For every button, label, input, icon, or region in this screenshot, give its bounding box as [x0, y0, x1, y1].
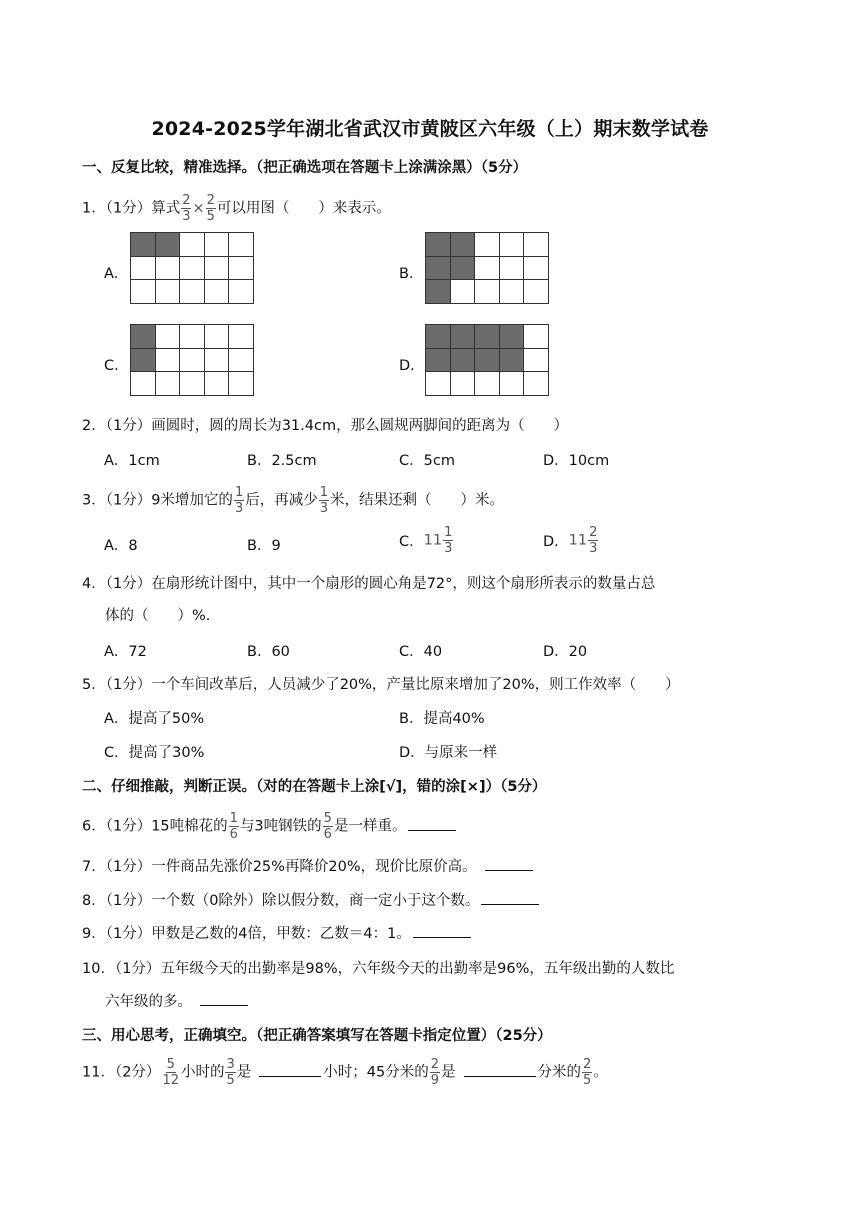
q3-option-c: C．11 $\frac{1}{3}$: [399, 525, 453, 556]
fraction: $\frac{5}{6}$: [323, 811, 332, 842]
fraction: $\frac{2}{3}$: [182, 193, 191, 224]
fraction: $\frac{2}{9}$: [430, 1057, 439, 1088]
option-c-label: C．: [104, 358, 129, 374]
grid-option-b: [425, 232, 549, 304]
q3-prefix: 3．（1分）9米增加它的: [82, 492, 233, 509]
q6-prefix: 6．（1分）15吨棉花的: [82, 818, 228, 835]
section-2-heading: 二、仔细推敲，判断正误。（对的在答题卡上涂[√]，错的涂[×]）（5分）: [82, 779, 547, 795]
question-1: [82, 194, 391, 223]
q4-option-d: D．20: [543, 644, 588, 660]
answer-blank[interactable]: [413, 923, 471, 938]
answer-blank[interactable]: [408, 816, 456, 831]
question-3: [82, 486, 504, 515]
q3-option-b: B．9: [247, 538, 281, 554]
q3-suffix: 米，结果还剩（ ）米。: [330, 492, 504, 509]
answer-blank[interactable]: [464, 1062, 536, 1077]
fraction: $\frac{2}{5}$: [206, 193, 215, 224]
q3-option-d: D．11 $\frac{2}{3}$: [543, 525, 598, 556]
answer-blank[interactable]: [259, 1062, 321, 1077]
option-a-label: A．: [104, 266, 129, 282]
times-sign: ×: [192, 200, 205, 217]
q2-option-a: A．1cm: [104, 453, 160, 469]
q6-suffix: 是一样重。: [333, 818, 407, 835]
question-11: 11．（2分） $\frac{5}{12}$ 小时的 $\frac{3}{5}$ 是 小时；45分米的 $\frac{2}{9}$ 是 分米的 $\frac{2}{5}$ 。: [82, 1057, 608, 1088]
question-10-line-1: 10．（1分）五年级今天的出勤率是98%，六年级今天的出勤率是96%，五年级出勤的人数比: [82, 961, 675, 977]
answer-blank[interactable]: [200, 991, 248, 1006]
q2-option-d: D．10cm: [543, 453, 610, 469]
section-1-heading: 一、反复比较，精准选择。（把正确选项在答题卡上涂满涂黑）（5分）: [82, 160, 528, 176]
section-3-heading: 三、用心思考，正确填空。（把正确答案填写在答题卡指定位置）（25分）: [82, 1028, 552, 1044]
fraction: $\frac{1}{6}$: [229, 811, 238, 842]
answer-blank[interactable]: [485, 856, 533, 871]
q1-suffix: 可以用图（ ）来表示。: [216, 200, 391, 217]
q1-prefix: 1．（1分）算式: [82, 200, 181, 217]
question-9: 9．（1分）甲数是乙数的4倍，甲数：乙数＝4：1。: [82, 922, 471, 943]
fraction: $\frac{1}{3}$: [319, 485, 328, 516]
q5-option-b: B．提高40%: [399, 711, 485, 727]
fraction: $\frac{2}{5}$: [583, 1057, 592, 1088]
fraction: $\frac{1}{3}$: [234, 485, 244, 516]
question-4-line-2: 体的（ ）%.: [105, 608, 211, 624]
q3-mid: 后，再减少: [245, 492, 318, 509]
q5-option-a: A．提高了50%: [104, 711, 205, 727]
fraction: $\frac{3}{5}$: [226, 1057, 235, 1088]
q4-option-c: C．40: [399, 644, 443, 660]
grid-option-d: [425, 324, 549, 396]
q4-option-a: A．72: [104, 644, 147, 660]
fraction: $\frac{2}{3}$: [589, 525, 598, 556]
q5-option-d: D．与原来一样: [399, 745, 498, 761]
grid-option-c: [130, 324, 254, 396]
option-b-label: B．: [399, 266, 424, 282]
q6-mid: 与3吨钢铁的: [239, 818, 322, 835]
question-4-line-1: 4．（1分）在扇形统计图中，其中一个扇形的圆心角是72°，则这个扇形所表示的数量占总: [82, 576, 656, 592]
q11-prefix: 11．（2分）: [82, 1064, 161, 1081]
option-d-label: D．: [399, 358, 425, 374]
question-7: 7．（1分）一件商品先涨价25%再降价20%，现价比原价高。: [82, 855, 533, 876]
answer-blank[interactable]: [481, 890, 539, 905]
fraction: $\frac{5}{12}$: [162, 1057, 179, 1088]
question-5: 5．（1分）一个车间改革后，人员减少了20%，产量比原来增加了20%，则工作效率（ ）: [82, 677, 680, 693]
question-10-line-2: 六年级的多。: [105, 990, 248, 1011]
exam-title: 2024-2025学年湖北省武汉市黄陂区六年级（上）期末数学试卷: [151, 118, 709, 140]
q2-option-c: C．5cm: [399, 453, 455, 469]
question-6: [82, 812, 456, 841]
question-2: 2．（1分）画圆时，圆的周长为31.4cm，那么圆规两脚间的距离为（ ）: [82, 418, 569, 434]
q2-option-b: B．2.5cm: [247, 453, 317, 469]
q5-option-c: C．提高了30%: [104, 745, 205, 761]
q3-option-a: A．8: [104, 538, 138, 554]
grid-option-a: [130, 232, 254, 304]
question-8: 8．（1分）一个数（0除外）除以假分数，商一定小于这个数。: [82, 889, 539, 910]
fraction: $\frac{1}{3}$: [444, 525, 453, 556]
q4-option-b: B．60: [247, 644, 290, 660]
